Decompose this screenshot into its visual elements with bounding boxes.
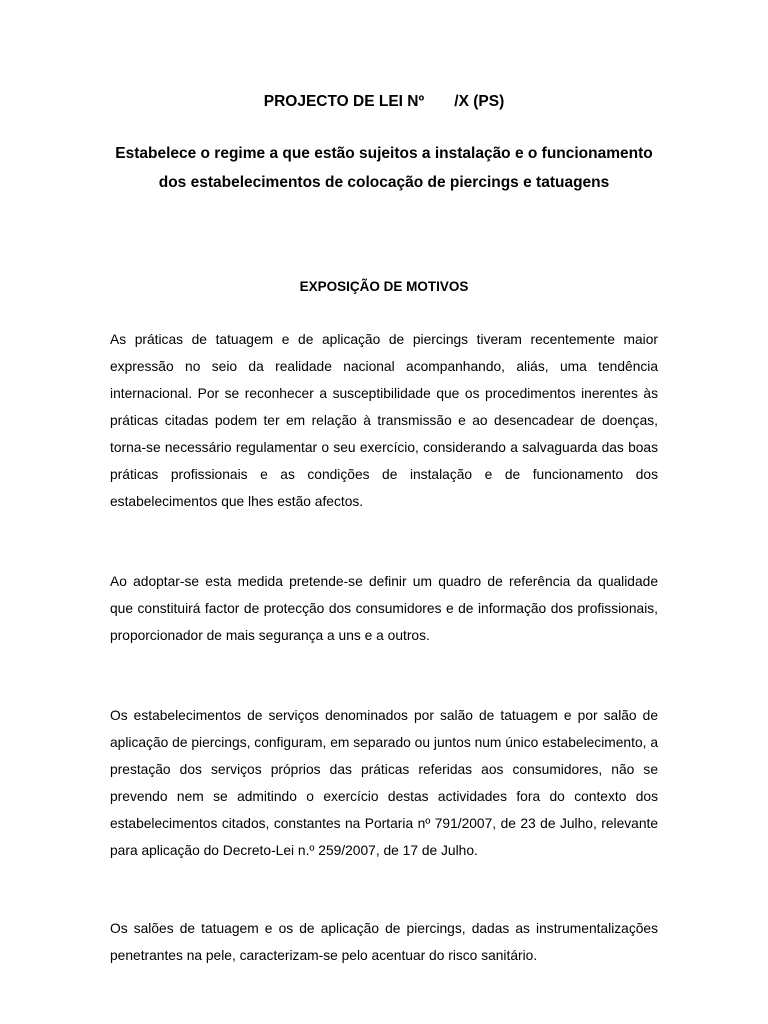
paragraph: As práticas de tatuagem e de aplicação de piercings tiveram recentemente maior expressão no seio da realidade nacional acompanhando, aliás, uma tendência internacional. Por se reconhecer a susceptibilidade que os procedimentos inerentes às práticas citadas podem ter em relação à transmissão e ao desencadear de doenças, torna-se necessário regulamentar o seu exercício, considerando a salvaguarda das boas práticas profissionais e as condições de instalação e de funcionamento dos estabelecimentos que lhes estão afectos. [110,332,658,509]
paragraph: Ao adoptar-se esta medida pretende-se definir um quadro de referência da qualidade que constituirá factor de protecção dos consumidores e de informação dos profissionais, proporcionador de mais segurança a uns e a outros. [110,574,658,643]
bill-subject: Estabelece o regime a que estão sujeitos a instalação e o funcionamento dos estabelecimentos de colocação de piercings e tatuagens [115,145,653,191]
section-heading: EXPOSIÇÃO DE MOTIVOS [299,279,469,294]
bill-title: PROJECTO DE LEI Nº /X (PS) [263,93,505,110]
paragraph: Os salões de tatuagem e os de aplicação de piercings, dadas as instrumentalizações penetrantes na pele, caracterizam-se pelo acentuar do risco sanitário. [110,921,658,963]
paragraph: Os estabelecimentos de serviços denominados por salão de tatuagem e por salão de aplicação de piercings, configuram, em separado ou juntos num único estabelecimento, a prestação dos serviços próprios das práticas referidas aos consumidores, não se prevendo nem se admitindo o exercício destas actividades fora do contexto dos estabelecimentos citados, constantes na Portaria nº 791/2007, de 23 de Julho, relevante para aplicação do Decreto-Lei n.º 259/2007, de 17 de Julho. [110,708,658,858]
